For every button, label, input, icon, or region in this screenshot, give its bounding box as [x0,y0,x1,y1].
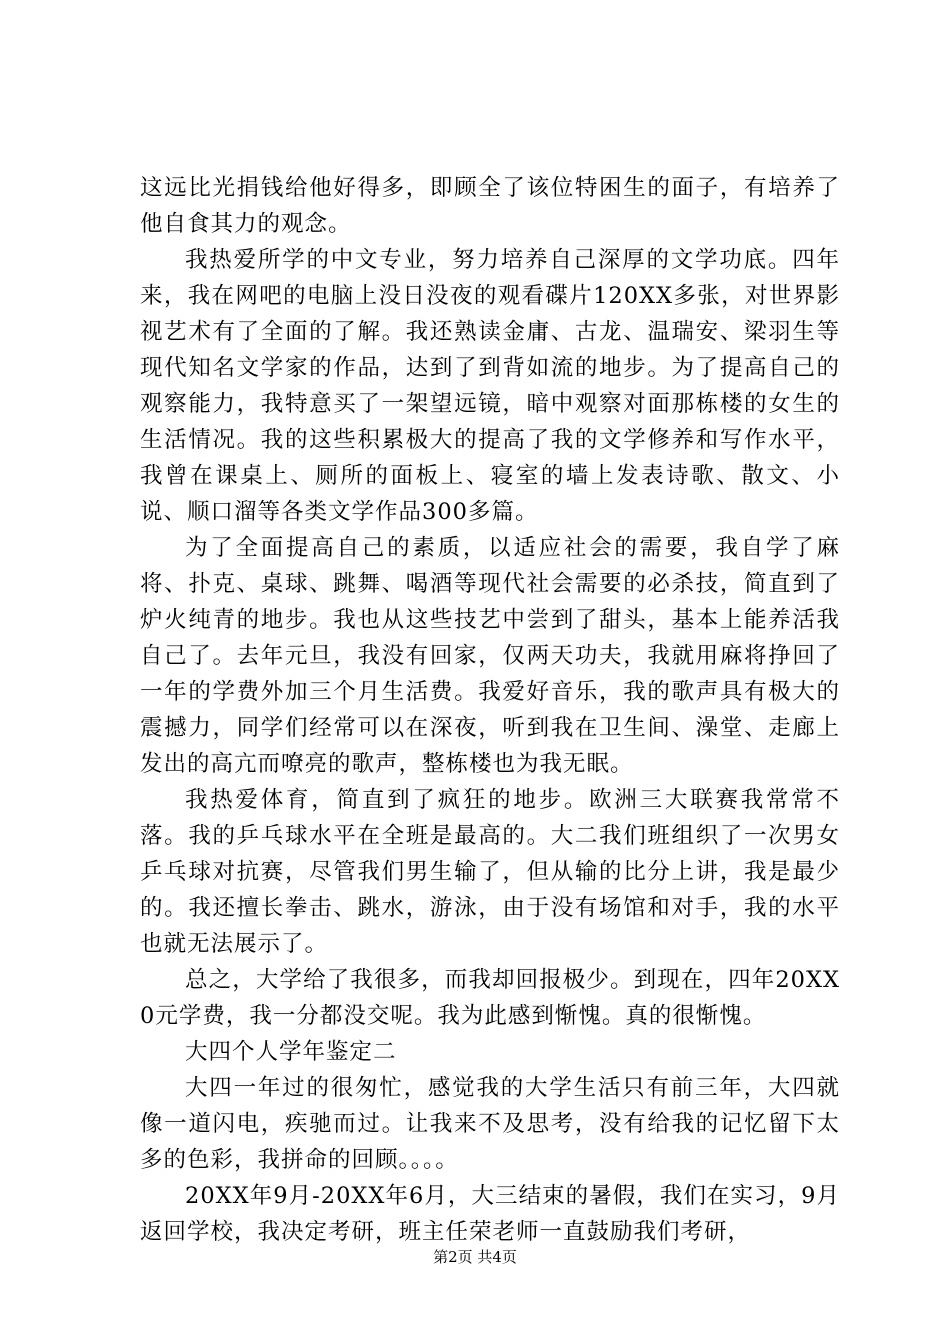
paragraph-4: 我热爱体育，简直到了疯狂的地步。欧洲三大联赛我常常不落。我的乒乓球水平在全班是最高的。大二我们班组织了一次男女乒乓球对抗赛，尽管我们男生输了，但从输的比分上讲，我是最少的。我还擅长拳击、跳水，游泳，由于没有场馆和对手，我的水平也就无法展示了。 [140,787,840,957]
paragraph-1: 这远比光捐钱给他好得多，即顾全了该位特困生的面子，有培养了他自食其力的观念。 [140,175,840,237]
section-heading: 大四个人学年鉴定二 [185,1039,397,1065]
paragraph-6: 大四一年过的很匆忙，感觉我的大学生活只有前三年，大四就像一道闪电，疾驰而过。让我来不及思考，没有给我的记忆留下太多的色彩，我拼命的回顾。。。。 [140,1075,840,1173]
paragraph-2: 我热爱所学的中文专业，努力培养自己深厚的文学功底。四年来，我在网吧的电脑上没日没夜的观看碟片120XX多张，对世界影视艺术有了全面的了解。我还熟读金庸、古龙、温瑞安、梁羽生等现代知名文学家的作品，达到了到背如流的地步。为了提高自己的观察能力，我特意买了一架望远镜，暗中观察对面那栋楼的女生的生活情况。我的这些积累极大的提高了我的文学修养和写作水平，我曾在课桌上、厕所的面板上、寝室的墙上发表诗歌、散文、小说、顺口溜等各类文学作品300多篇。 [140,247,840,525]
paragraph-7: 20XX年9月-20XX年6月，大三结束的暑假，我们在实习，9月返回学校，我决定考研，班主任荣老师一直鼓励我们考研， [140,1183,840,1245]
page-footer: 第2页 共4页 [433,1248,517,1266]
document-body [140,170,840,1250]
paragraph-3: 为了全面提高自己的素质，以适应社会的需要，我自学了麻将、扑克、桌球、跳舞、喝酒等现代社会需要的必杀技，简直到了炉火纯青的地步。我也从这些技艺中尝到了甜头，基本上能养活我自己了。去年元旦，我没有回家，仅两天功夫，我就用麻将挣回了一年的学费外加三个月生活费。我爱好音乐，我的歌声具有极大的震撼力，同学们经常可以在深夜，听到我在卫生间、澡堂、走廊上发出的高亢而嘹亮的歌声，整栋楼也为我无眠。 [140,535,840,777]
paragraph-5: 总之，大学给了我很多，而我却回报极少。到现在，四年20XX0元学费，我一分都没交呢。我为此感到惭愧。真的很惭愧。 [140,967,840,1029]
